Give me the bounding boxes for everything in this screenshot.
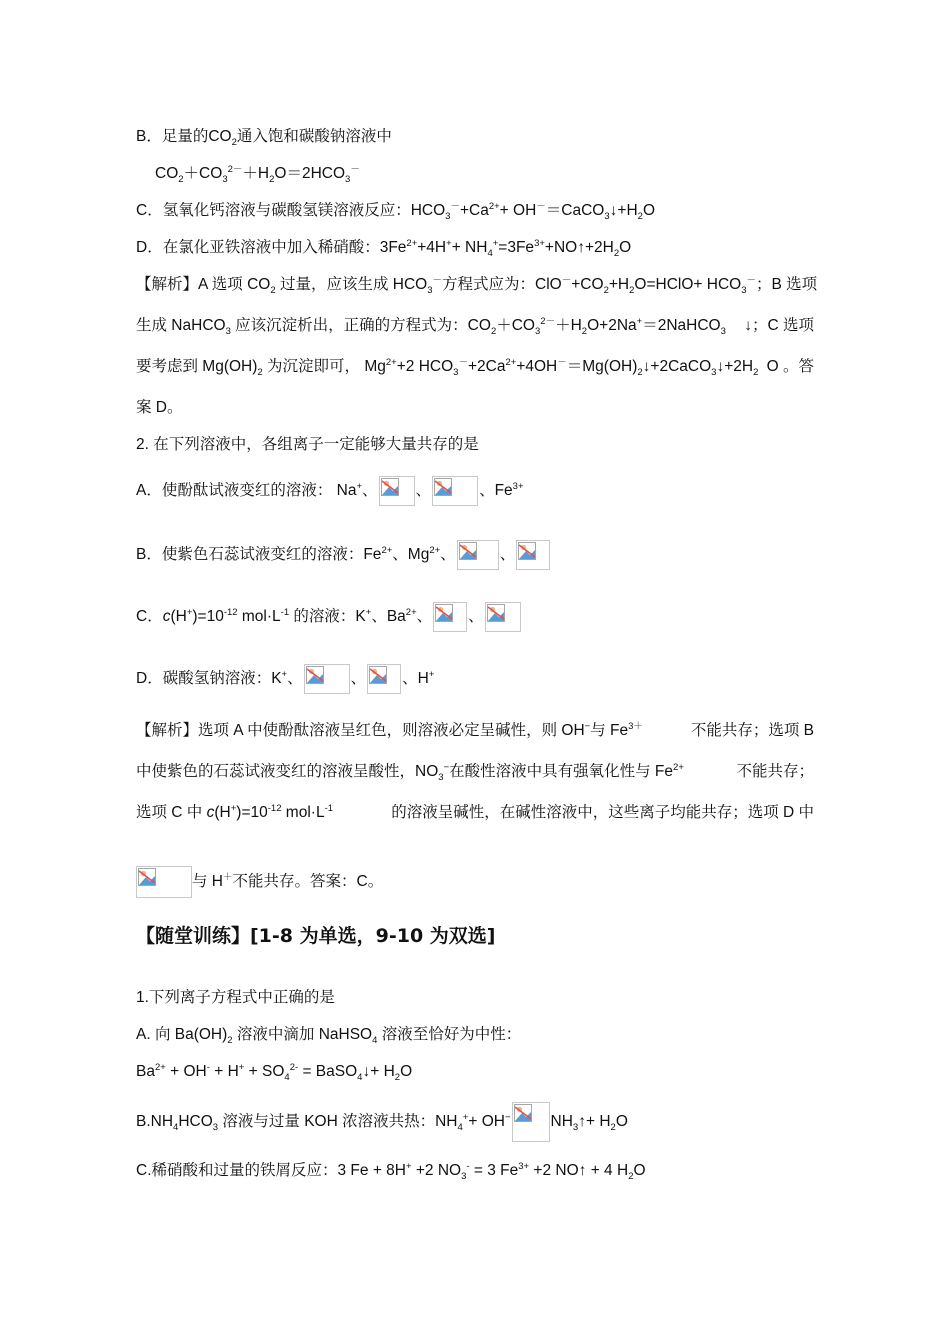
broken-image-icon: [457, 540, 499, 570]
text: (H: [170, 608, 187, 626]
subscript: 2: [394, 1072, 401, 1084]
superscript: －: [746, 274, 757, 286]
text: 溶液至恰好为中性：: [377, 1026, 522, 1043]
analysis1-line4: [136, 398, 183, 418]
text: = 3 Fe: [469, 1162, 519, 1179]
text: A. 向 Ba(OH): [136, 1026, 228, 1043]
subscript: 2: [637, 367, 643, 379]
text: ＝2NaHCO: [642, 317, 721, 334]
text: CO: [208, 128, 232, 145]
text: mol·L: [281, 804, 325, 821]
text: B.NH: [136, 1113, 174, 1131]
text: O=HClO+ HCO: [634, 276, 742, 293]
subscript: 2: [613, 248, 620, 260]
q2-option-d: [136, 664, 434, 694]
superscript: 2－: [227, 163, 243, 175]
text: 在酸性溶液中具有强氧化性与 Fe: [449, 763, 674, 780]
text: O: [633, 1162, 646, 1179]
superscript: 2+: [406, 237, 418, 249]
text: 【解析】选项 A 中使酚酞溶液呈红色，则溶液必定呈碱性，则 OH: [136, 722, 585, 739]
broken-image-icon: [367, 664, 401, 694]
superscript: 2+: [429, 544, 441, 556]
text: C．氢氧化钙溶液与碳酸氢镁溶液反应：HCO: [136, 202, 446, 219]
subscript: 4: [457, 1122, 463, 1134]
subscript: 4: [357, 1072, 363, 1084]
text: +4OH: [516, 358, 558, 375]
subscript: 2: [610, 1122, 616, 1134]
subscript: 4: [487, 248, 493, 260]
subscript: 2: [629, 285, 635, 297]
text: ＋H: [555, 317, 582, 334]
text: 应该沉淀析出，正确的方程式为：CO: [230, 317, 491, 334]
text: 、: [287, 670, 303, 688]
text: = BaSO: [298, 1063, 358, 1080]
text: +2 NO: [411, 1162, 462, 1179]
analysis1-line2: [136, 316, 814, 336]
subscript: 2: [637, 211, 643, 223]
subscript: 2: [603, 285, 609, 297]
subscript: 4: [173, 1122, 179, 1134]
text: 的溶液：K: [289, 608, 366, 626]
superscript: 2+: [381, 544, 393, 556]
text: =3Fe: [498, 239, 535, 256]
text: ＋CO: [496, 317, 535, 334]
superscript: ＋: [223, 871, 233, 883]
superscript: +: [446, 237, 452, 249]
analysis2-line3: [136, 803, 814, 823]
text: +NO↑+2H: [544, 239, 614, 256]
subscript: 2: [227, 1035, 233, 1047]
subscript: 3: [212, 1122, 219, 1134]
superscript: -12: [223, 606, 238, 618]
broken-image-icon: [433, 602, 467, 632]
text: 中使紫色的石蕊试液变红的溶液呈酸性，NO: [136, 763, 439, 780]
subscript: 4: [284, 1072, 290, 1084]
superscript: +: [428, 668, 435, 680]
superscript: -1: [280, 606, 290, 618]
text: 【解析】A 选项 CO: [136, 276, 271, 293]
text: 不能共存；: [736, 763, 814, 780]
subscript: 3: [345, 174, 351, 186]
text: Fe: [494, 482, 513, 500]
text: 溶液与过量 KOH 浓溶液共热：NH: [218, 1113, 458, 1131]
subscript: 2: [257, 367, 263, 379]
broken-image-icon: [432, 476, 478, 506]
text: )=10: [236, 804, 268, 821]
text-run: [136, 316, 726, 336]
ex1-title: [136, 988, 335, 1008]
text: 、: [440, 546, 456, 564]
text: 为沉淀即可， Mg: [262, 358, 386, 375]
text: A．使酚酞试液变红的溶液： Na: [136, 482, 357, 500]
superscript: －: [458, 356, 468, 368]
text: 与 Fe: [590, 722, 629, 739]
text: 过量，应该生成 HCO: [275, 276, 428, 293]
superscript: +: [186, 606, 193, 618]
superscript: 2+: [405, 606, 417, 618]
text: )=10: [192, 608, 224, 626]
ex1-option-b: [136, 1102, 628, 1142]
text: + SO: [244, 1063, 285, 1080]
subscript: 3: [741, 285, 747, 297]
text: B．足量的: [136, 128, 209, 145]
broken-image-icon: [304, 664, 350, 694]
analysis2-line4: [136, 866, 383, 898]
superscript: +: [406, 1160, 412, 1172]
text: ↓+2CaCO: [642, 358, 712, 375]
text: +2Ca: [467, 358, 506, 375]
ex1-option-c: [136, 1161, 646, 1181]
text: 方程式应为：ClO: [442, 276, 562, 293]
text: O: [400, 1063, 413, 1080]
analysis1-line1: [136, 274, 818, 297]
text: 、Mg: [392, 546, 430, 564]
superscript: 2+: [673, 761, 684, 773]
subscript: 2: [628, 1171, 634, 1183]
superscript: －: [450, 200, 460, 212]
text: + OH: [499, 202, 537, 219]
text: 、: [416, 608, 433, 626]
text-run: [136, 357, 758, 377]
text: mol·L: [237, 608, 281, 626]
superscript: －: [557, 356, 567, 368]
text: + H: [209, 1063, 239, 1080]
ex1-option-a: [136, 1025, 521, 1045]
text: C．: [136, 608, 163, 626]
superscript: 2+: [505, 356, 517, 368]
text: +CO: [571, 276, 604, 293]
text: 与 H: [192, 873, 224, 891]
subscript: 3: [720, 326, 726, 338]
text: +Ca: [459, 202, 489, 219]
section-heading: 【随堂训练】[1-8 为单选，9-10 为双选]: [136, 925, 496, 947]
text-run: [136, 275, 756, 295]
subscript: 3: [427, 285, 433, 297]
subscript: 3: [453, 367, 459, 379]
text: 、: [499, 546, 516, 564]
superscript: 2+: [488, 200, 500, 212]
text: ↓+2H: [716, 358, 754, 375]
superscript: 3+: [534, 237, 545, 249]
superscript: -: [206, 1061, 210, 1073]
superscript: −: [443, 761, 450, 773]
superscript: 2-: [289, 1061, 299, 1073]
subscript: 3: [225, 326, 231, 338]
superscript: －: [561, 274, 572, 286]
text: ↓+H: [609, 202, 638, 219]
text: 案 D。: [136, 399, 183, 416]
superscript: -1: [324, 802, 334, 814]
text: 、: [468, 608, 484, 626]
text: 选项 C 中: [136, 804, 207, 821]
text: CO: [155, 165, 179, 182]
subscript: 3: [445, 211, 451, 223]
ex1-option-a-equation: [136, 1062, 412, 1082]
text: 1.下列离子方程式中正确的是: [136, 989, 335, 1006]
text: O+2Na: [587, 317, 637, 334]
text: +2 NO↑ + 4 H: [529, 1162, 629, 1179]
superscript: 2+: [385, 356, 397, 368]
superscript: -12: [267, 802, 282, 814]
superscript: +: [462, 1111, 469, 1123]
text: (H: [214, 804, 231, 821]
text: c: [206, 804, 215, 821]
text: +4H: [417, 239, 447, 256]
text: H: [417, 670, 429, 688]
analysis2-line2: [136, 762, 814, 782]
text: ↑+ H: [578, 1113, 611, 1131]
broken-image-icon: [379, 476, 415, 506]
text-run: [136, 721, 643, 741]
superscript: +: [238, 1061, 245, 1073]
text: ＝Mg(OH): [566, 358, 638, 375]
subscript: 3: [572, 1122, 579, 1134]
text: 、: [350, 670, 367, 688]
subscript: 3: [438, 772, 444, 784]
superscript: +: [281, 668, 288, 680]
text: B．使紫色石蕊试液变红的溶液：Fe: [136, 546, 382, 564]
text: D．在氯化亚铁溶液中加入稀硝酸：3Fe: [136, 239, 407, 256]
analysis1-line3: [136, 357, 814, 377]
text: O 。答: [766, 358, 814, 375]
subscript: 3: [535, 326, 541, 338]
text: c: [162, 608, 171, 626]
superscript: −: [584, 720, 591, 732]
subscript: 3: [711, 367, 717, 379]
text: ↓；C 选项: [744, 317, 814, 334]
broken-image-icon: [136, 866, 192, 898]
text: ↓+ H: [362, 1063, 395, 1080]
text: ＋CO: [183, 165, 223, 182]
subscript: 2: [490, 326, 497, 338]
superscript: －: [536, 200, 546, 212]
broken-image-icon: [485, 602, 521, 632]
subscript: 3: [222, 174, 228, 186]
superscript: 2+: [154, 1061, 166, 1073]
superscript: 3+: [512, 480, 524, 492]
superscript: +: [356, 480, 363, 492]
option-b-line: [136, 127, 392, 147]
subscript: 3: [461, 1171, 467, 1183]
q2-option-a: [136, 476, 524, 506]
broken-image-icon: [512, 1102, 550, 1142]
broken-image-icon: [516, 540, 550, 570]
text: 不能共存。答案：C。: [232, 873, 384, 891]
subscript: 2: [581, 326, 588, 338]
text: 2. 在下列溶液中，各组离子一定能够大量共存的是: [136, 436, 479, 453]
text-run: [136, 762, 684, 782]
superscript: －: [350, 163, 360, 175]
option-d-line: [136, 238, 631, 258]
text: ＝CaCO: [545, 202, 605, 219]
text: HCO: [178, 1113, 213, 1131]
superscript: -: [466, 1160, 470, 1172]
text: 、: [415, 482, 432, 500]
text: 不能共存；选项 B: [690, 722, 814, 739]
text: ；B 选项: [756, 276, 818, 293]
text: +H: [608, 276, 630, 293]
superscript: 2－: [540, 315, 556, 327]
text-run: [136, 803, 333, 823]
text: ＋H: [242, 165, 270, 182]
text: 、: [362, 482, 378, 500]
text: NH: [550, 1113, 573, 1131]
superscript: 3＋: [628, 720, 643, 732]
superscript: －: [432, 274, 443, 286]
q2-option-b: [136, 540, 551, 570]
text: O＝2HCO: [274, 165, 346, 182]
text: D．碳酸氢钠溶液：K: [136, 670, 282, 688]
text: O: [615, 1113, 628, 1131]
q2-option-c: [136, 602, 522, 632]
text: 通入饱和碳酸钠溶液中: [236, 128, 392, 145]
text: 、: [479, 482, 495, 500]
q2-title: [136, 435, 479, 455]
text: 溶液中滴加 NaHSO: [232, 1026, 373, 1043]
superscript: +: [492, 237, 499, 249]
text: + OH: [165, 1063, 207, 1080]
text: 生成 NaHCO: [136, 317, 226, 334]
text: C.稀硝酸和过量的铁屑反应：3 Fe + 8H: [136, 1162, 406, 1179]
subscript: 3: [604, 211, 610, 223]
text: Ba: [136, 1063, 155, 1080]
text: + NH: [451, 239, 488, 256]
text: +2 HCO: [396, 358, 454, 375]
option-b-equation: [155, 164, 360, 184]
subscript: 2: [269, 174, 275, 186]
superscript: +: [636, 315, 643, 327]
option-c-line: [136, 201, 655, 221]
subscript: 4: [372, 1035, 378, 1047]
superscript: 3+: [518, 1160, 530, 1172]
superscript: −: [504, 1111, 511, 1123]
text: 的溶液呈碱性，在碱性溶液中，这些离子均能共存；选项 D 中: [391, 804, 814, 821]
superscript: +: [365, 606, 372, 618]
text: + OH: [468, 1113, 505, 1131]
text: 要考虑到 Mg(OH): [136, 358, 258, 375]
superscript: +: [230, 802, 237, 814]
subscript: 2: [178, 174, 184, 186]
text: O: [619, 239, 632, 256]
text: 、Ba: [371, 608, 406, 626]
subscript: 2: [753, 367, 759, 379]
subscript: 2: [270, 285, 276, 297]
text: 、: [402, 670, 418, 688]
subscript: 2: [231, 137, 237, 149]
analysis2-line1: [136, 721, 814, 741]
text: O: [642, 202, 656, 219]
